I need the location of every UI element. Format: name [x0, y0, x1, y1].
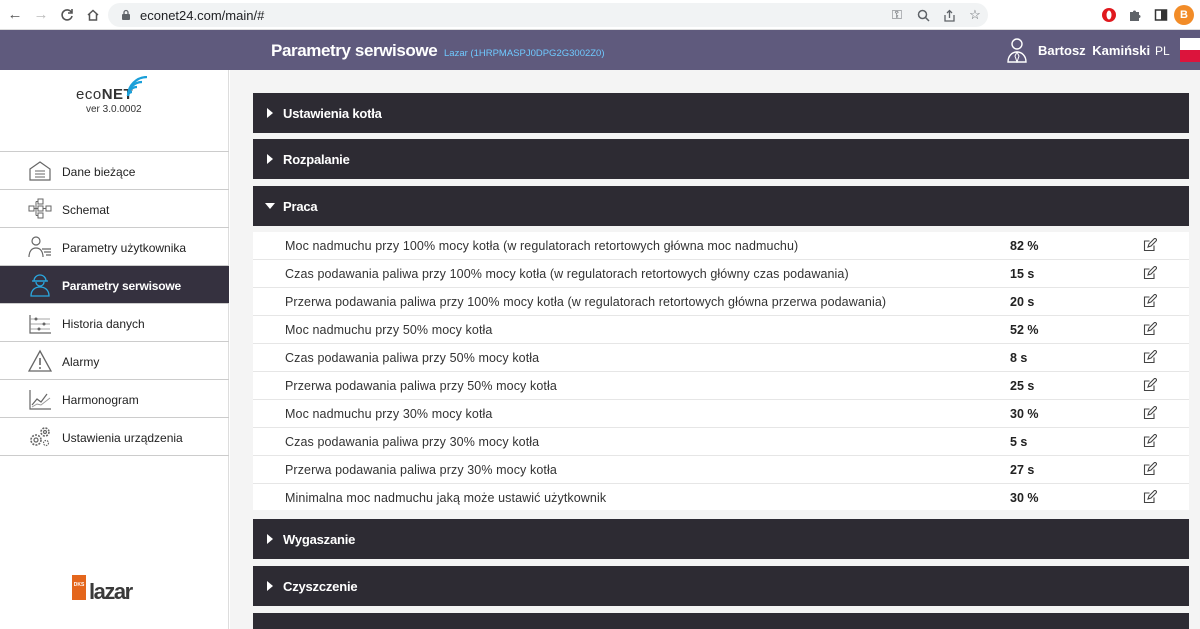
service-icon — [28, 273, 52, 297]
wifi-waves-icon — [126, 76, 148, 98]
main-content — [230, 70, 1200, 629]
table-row — [253, 372, 1189, 400]
param-value: 20 s — [1010, 295, 1035, 309]
param-name: Przerwa podawania paliwa przy 30% mocy kotła — [285, 463, 557, 477]
param-name: Przerwa podawania paliwa przy 100% mocy kotła (w regulatorach retortowych główna przerwa podawania) — [285, 295, 887, 309]
language-selector[interactable]: PL — [1155, 44, 1170, 58]
sidebar-item-dane-biezace[interactable] — [0, 152, 229, 190]
schedule-icon — [28, 387, 52, 411]
sidebar-item-label: Alarmy — [62, 355, 100, 369]
edit-icon[interactable] — [1143, 462, 1157, 476]
parameters-table — [253, 232, 1189, 510]
page-title: Parametry serwisowe — [271, 41, 438, 60]
edit-icon[interactable] — [1143, 322, 1157, 336]
edit-icon[interactable] — [1143, 238, 1157, 252]
section-rozpalanie[interactable] — [253, 139, 1189, 179]
sidebar — [0, 70, 229, 629]
zoom-icon[interactable] — [910, 9, 936, 22]
side-panel-icon[interactable] — [1150, 3, 1172, 27]
param-value: 82 % — [1010, 239, 1039, 253]
econet-logo — [72, 76, 162, 116]
gears-icon — [28, 425, 52, 449]
sidebar-item-label: Parametry serwisowe — [62, 279, 181, 293]
param-value: 30 % — [1010, 491, 1039, 505]
logo-bold: NET — [101, 86, 134, 103]
param-name: Moc nadmuchu przy 30% mocy kotła — [285, 407, 493, 421]
sidebar-item-schemat[interactable] — [0, 190, 229, 228]
table-row — [253, 484, 1189, 512]
url-text: econet24.com/main/# — [140, 7, 265, 23]
key-icon[interactable]: ⚿ — [892, 7, 902, 22]
section-label: Praca — [283, 199, 318, 214]
sidebar-item-label: Historia danych — [62, 317, 145, 331]
section-label: Ustawienia kotła — [283, 106, 382, 121]
param-value: 15 s — [1010, 267, 1035, 281]
section-label: Czyszczenie — [283, 579, 358, 594]
param-name: Minimalna moc nadmuchu jaką może ustawić użytkownik — [285, 491, 607, 505]
section-label: Wygaszanie — [283, 532, 356, 547]
section-czyszczenie[interactable] — [253, 566, 1189, 606]
param-name: Przerwa podawania paliwa przy 50% mocy kotła — [285, 379, 557, 393]
sidebar-item-parametry-uzytkownika[interactable] — [0, 228, 229, 266]
logo-prefix: eco — [76, 86, 102, 103]
param-value: 25 s — [1010, 379, 1035, 393]
share-icon[interactable] — [936, 9, 962, 22]
version-label: ver 3.0.0002 — [86, 104, 142, 115]
reload-icon[interactable] — [54, 2, 80, 28]
extensions-icon[interactable] — [1124, 3, 1146, 27]
param-value: 30 % — [1010, 407, 1039, 421]
edit-icon[interactable] — [1143, 378, 1157, 392]
edit-icon[interactable] — [1143, 350, 1157, 364]
profile-avatar[interactable]: B — [1174, 5, 1194, 25]
table-row — [253, 428, 1189, 456]
sidebar-item-historia-danych[interactable] — [0, 304, 229, 342]
caret-right-icon — [267, 534, 273, 544]
poland-flag-icon[interactable] — [1180, 38, 1200, 62]
history-icon — [28, 311, 52, 335]
caret-right-icon — [267, 154, 273, 164]
address-bar[interactable] — [108, 3, 988, 27]
sidebar-item-label: Parametry użytkownika — [62, 241, 187, 255]
section-label: Rozpalanie — [283, 152, 350, 167]
table-row — [253, 288, 1189, 316]
home-icon[interactable] — [80, 2, 106, 28]
edit-icon[interactable] — [1143, 406, 1157, 420]
edit-icon[interactable] — [1143, 294, 1157, 308]
user-icon[interactable] — [1006, 37, 1028, 63]
param-name: Moc nadmuchu przy 100% mocy kotła (w regulatorach retortowych główna moc nadmuchu) — [285, 239, 799, 253]
param-name: Czas podawania paliwa przy 100% mocy kotła (w regulatorach retortowych główny czas podawania) — [285, 267, 849, 281]
user-name[interactable]: Bartosz Kamiński — [1038, 43, 1151, 58]
sidebar-item-label: Dane bieżące — [62, 165, 136, 179]
edit-icon[interactable] — [1143, 490, 1157, 504]
schema-icon — [28, 197, 52, 221]
sidebar-item-label: Schemat — [62, 203, 110, 217]
sidebar-item-harmonogram[interactable] — [0, 380, 229, 418]
sidebar-item-parametry-serwisowe[interactable] — [0, 266, 229, 304]
user-params-icon — [28, 235, 52, 259]
sidebar-item-label: Ustawienia urządzenia — [62, 431, 183, 445]
section-wygaszanie[interactable] — [253, 519, 1189, 559]
browser-toolbar — [0, 0, 1200, 30]
star-icon[interactable]: ☆ — [969, 7, 981, 22]
device-link[interactable]: Lazar (1HRPMASPJ0DPG2G3002Z0) — [444, 48, 605, 59]
caret-right-icon — [267, 581, 273, 591]
section-praca[interactable] — [253, 186, 1189, 226]
section-next[interactable] — [253, 613, 1189, 629]
table-row — [253, 232, 1189, 260]
param-value: 8 s — [1010, 351, 1028, 365]
table-row — [253, 400, 1189, 428]
sidebar-menu — [0, 151, 229, 456]
table-row — [253, 456, 1189, 484]
param-name: Czas podawania paliwa przy 30% mocy kotła — [285, 435, 540, 449]
param-name: Czas podawania paliwa przy 50% mocy kotła — [285, 351, 540, 365]
edit-icon[interactable] — [1143, 266, 1157, 280]
lazar-logo — [72, 573, 157, 603]
back-icon[interactable]: ← — [7, 6, 23, 23]
house-icon — [28, 159, 52, 183]
param-value: 52 % — [1010, 323, 1039, 337]
brand-name: lazar — [89, 579, 132, 603]
sidebar-item-ustawienia-urzadzenia[interactable] — [0, 418, 229, 456]
caret-right-icon — [267, 108, 273, 118]
brand-badge: DKS — [73, 582, 85, 588]
forward-icon[interactable]: → — [33, 6, 49, 23]
table-row — [253, 316, 1189, 344]
opera-extension-icon[interactable] — [1098, 3, 1120, 27]
table-row — [253, 260, 1189, 288]
app-header — [0, 30, 1200, 70]
alarm-icon — [28, 349, 52, 373]
param-name: Moc nadmuchu przy 50% mocy kotła — [285, 323, 493, 337]
param-value: 27 s — [1010, 463, 1035, 477]
table-row — [253, 344, 1189, 372]
section-ustawienia-kotla[interactable] — [253, 93, 1189, 133]
sidebar-item-label: Harmonogram — [62, 393, 139, 407]
caret-down-icon — [265, 203, 275, 209]
sidebar-item-alarmy[interactable] — [0, 342, 229, 380]
param-value: 5 s — [1010, 435, 1028, 449]
lock-icon — [120, 9, 132, 21]
edit-icon[interactable] — [1143, 434, 1157, 448]
